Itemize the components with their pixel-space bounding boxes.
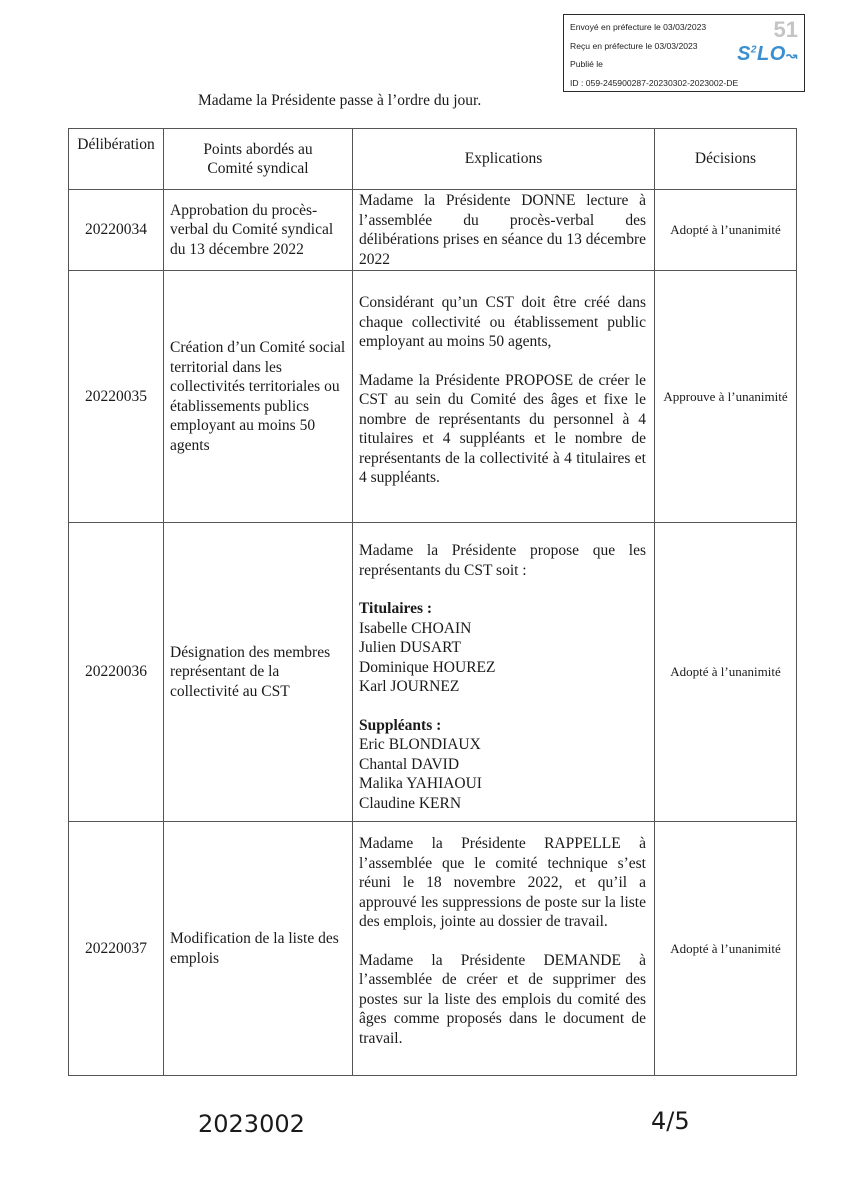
- table-row: [69, 271, 797, 523]
- deliberation-number: 20220036: [69, 523, 164, 822]
- deliberations-table: [68, 128, 797, 1076]
- header-explications: Explications: [353, 129, 655, 190]
- suppleant-name: Claudine KERN: [359, 794, 462, 812]
- header-points-line-1: Points abordés au: [203, 140, 313, 158]
- stamp-number: 51: [773, 17, 798, 42]
- table-row: [69, 190, 797, 271]
- agenda-intro: Madame la Présidente passe à l’ordre du jour.: [198, 92, 482, 109]
- point-title: Désignation des membres représentant de la collectivité au CST: [164, 523, 353, 822]
- explication-paragraph: Madame la Présidente propose que les représentants du CST soit :: [359, 542, 646, 579]
- table-row: [69, 822, 797, 1076]
- point-title: Approbation du procès-verbal du Comité syndical du 13 décembre 2022: [164, 190, 353, 271]
- stamp-published: Publié le: [570, 59, 603, 69]
- explication-text: [353, 822, 655, 1076]
- explication-text: [353, 271, 655, 523]
- explication-paragraph: Madame la Présidente PROPOSE de créer le CST au sein du Comité des âges et fixe le nombre de représentants du personnel à 4 titulaires et 4 suppléants et le nombre de représentants de la collectivité à 4 titulaires et 4 suppléants.: [359, 371, 646, 486]
- prefecture-stamp: [563, 14, 805, 92]
- header-decisions: Décisions: [655, 129, 797, 190]
- stamp-sent-date: Envoyé en préfecture le 03/03/2023: [570, 22, 707, 32]
- decision: Adopté à l’unanimité: [655, 523, 797, 822]
- deliberation-number: 20220037: [69, 822, 164, 1076]
- page-number: 4/5: [651, 1107, 690, 1135]
- titulaire-name: Dominique HOUREZ: [359, 658, 496, 676]
- explication-paragraph: Madame la Présidente RAPPELLE à l’assemblée que le comité technique s’est réuni le 18 novembre 2022, et qu’il a approuvé les suppressions de poste sur la liste des emplois, jointe au dossier de travail.: [359, 835, 646, 930]
- explication-paragraph: Considérant qu’un CST doit être créé dans chaque collectivité ou établissement public employant au moins 50 agents,: [359, 294, 646, 350]
- deliberation-number: 20220035: [69, 271, 164, 523]
- deliberation-number: 20220034: [69, 190, 164, 271]
- titulaires-label: Titulaires :: [359, 600, 433, 617]
- header-points: [164, 129, 353, 190]
- titulaire-name: Karl JOURNEZ: [359, 678, 460, 695]
- decision: Approuve à l’unanimité: [655, 271, 797, 523]
- header-deliberation: Délibération: [69, 129, 164, 190]
- explication-paragraph: Madame la Présidente DONNE lecture à l’assemblée du procès-verbal des délibérations prises en séance du 13 décembre 2022: [359, 192, 646, 268]
- s2low-logo: $S^2LO↝$: [737, 43, 798, 65]
- suppleant-name: Chantal DAVID: [359, 755, 460, 773]
- suppleant-name: Eric BLONDIAUX: [359, 736, 481, 753]
- titulaire-name: Julien DUSART: [359, 639, 461, 656]
- table-header-row: [69, 129, 797, 190]
- explication-paragraph: Madame la Présidente DEMANDE à l’assemblée de créer et de supprimer des postes sur la liste des emplois du comité des âges comme proposés dans le document de travail.: [359, 951, 646, 1047]
- table-row: [69, 523, 797, 822]
- header-points-line-2: Comité syndical: [207, 160, 309, 177]
- decision: Adopté à l’unanimité: [655, 822, 797, 1076]
- point-title: Modification de la liste des emplois: [164, 822, 353, 1076]
- suppleant-name: Malika YAHIAOUI: [359, 775, 482, 792]
- suppleants-label: Suppléants :: [359, 716, 442, 734]
- point-title: Création d’un Comité social territorial dans les collectivités territoriales ou établissements publics employant au moins 50 agents: [164, 271, 353, 523]
- explication-text: [353, 190, 655, 271]
- explication-text: [353, 523, 655, 822]
- stamp-received-date: Reçu en préfecture le 03/03/2023: [570, 41, 698, 51]
- stamp-id: ID : 059-245900287-20230302-2023002-DE: [570, 78, 739, 88]
- document-number: 2023002: [198, 1110, 305, 1138]
- decision: Adopté à l’unanimité: [655, 190, 797, 271]
- titulaire-name: Isabelle CHOAIN: [359, 619, 472, 637]
